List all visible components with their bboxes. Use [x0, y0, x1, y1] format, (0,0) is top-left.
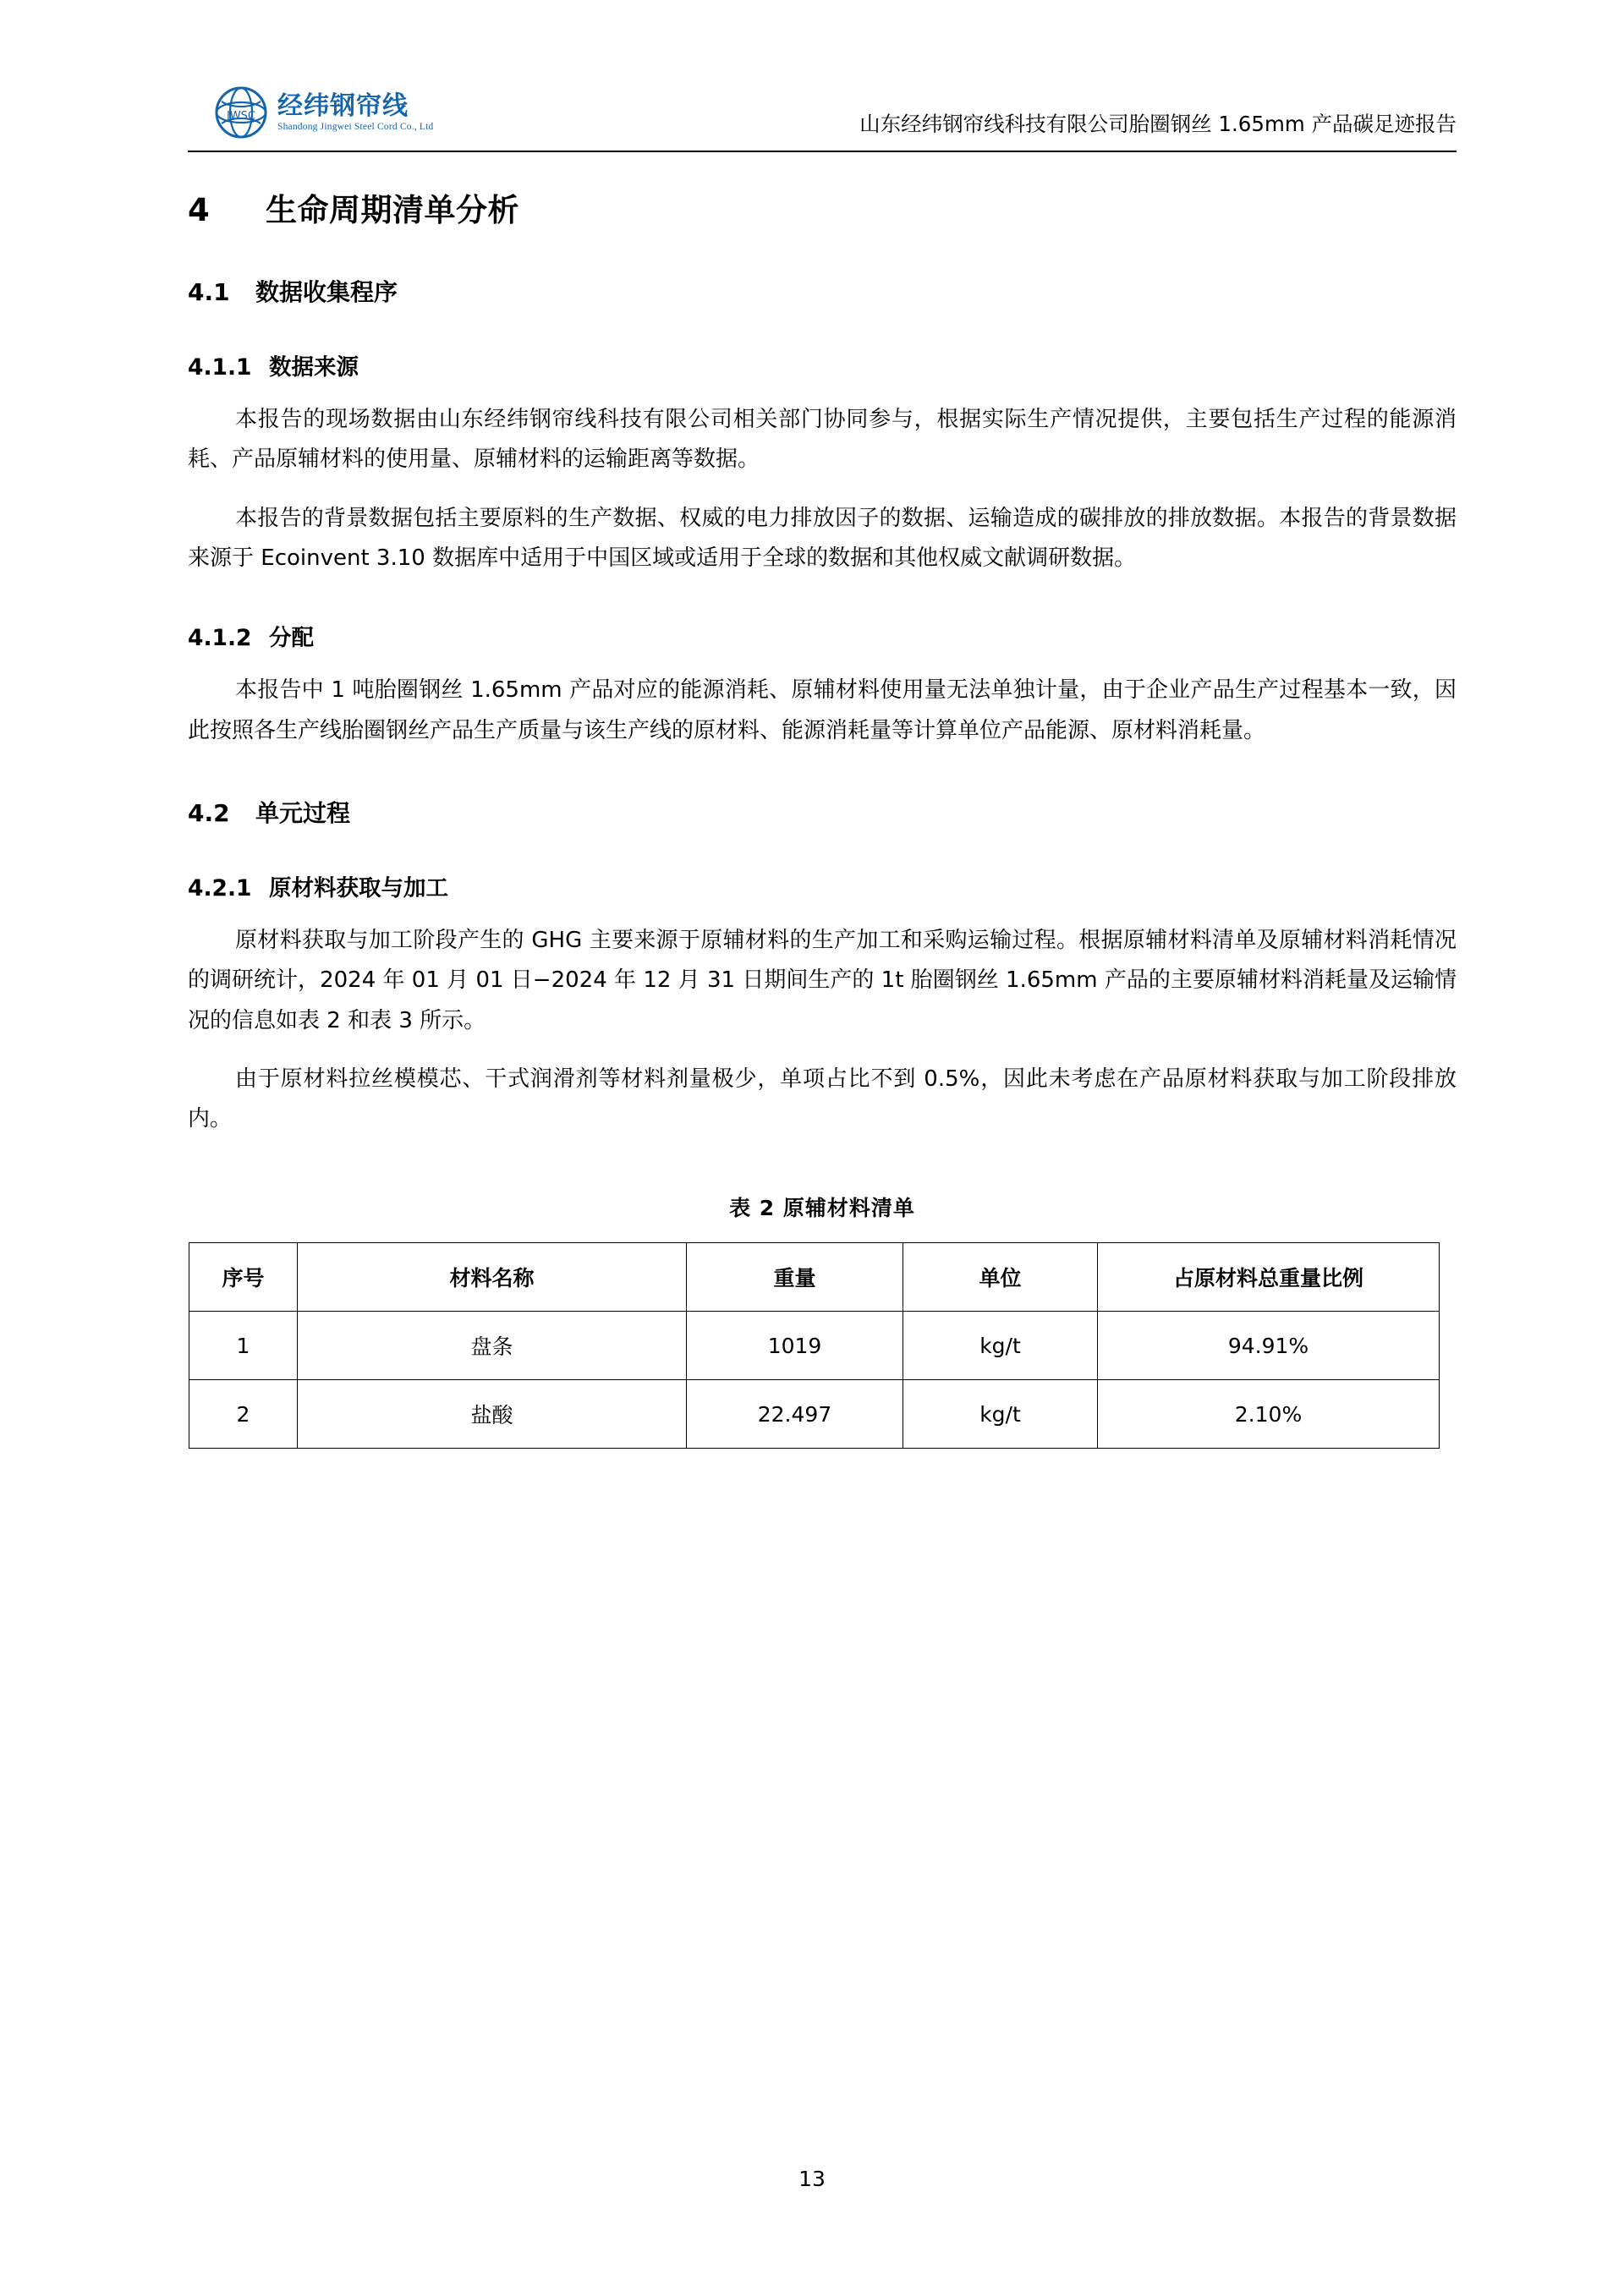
heading-4-2-title: 单元过程	[255, 798, 351, 827]
heading-4-2-number: 4.2	[188, 798, 230, 827]
cell-weight: 1019	[687, 1312, 903, 1380]
page-content	[188, 0, 1457, 1449]
table-row	[189, 1380, 1440, 1449]
company-logo	[213, 85, 433, 140]
heading-4	[188, 184, 1457, 230]
column-header-weight: 重量	[687, 1243, 903, 1312]
heading-4-1-1-number: 4.1.1	[188, 354, 252, 381]
cell-unit: kg/t	[903, 1312, 1098, 1380]
logo-chinese-name: 经纬钢帘线	[277, 90, 409, 121]
heading-4-1-1	[188, 348, 1457, 381]
cell-share: 94.91%	[1098, 1312, 1440, 1380]
header-divider	[188, 151, 1457, 152]
heading-4-1-2	[188, 619, 1457, 652]
column-header-unit: 单位	[903, 1243, 1098, 1312]
heading-4-2-1-number: 4.2.1	[188, 874, 252, 901]
column-header-share: 占原材料总重量比例	[1098, 1243, 1440, 1312]
heading-4-1-1-title: 数据来源	[269, 354, 359, 381]
table-header-row	[189, 1243, 1440, 1312]
cell-weight: 22.497	[687, 1380, 903, 1449]
heading-4-1-2-title: 分配	[269, 625, 314, 652]
column-header-index: 序号	[189, 1243, 298, 1312]
heading-4-1	[188, 274, 1457, 308]
cell-share: 2.10%	[1098, 1380, 1440, 1449]
logo-wordmark	[277, 90, 434, 133]
page-header	[188, 0, 1457, 152]
heading-4-1-number: 4.1	[188, 278, 230, 306]
cell-index: 1	[189, 1312, 298, 1380]
paragraph-data-source-2: 本报告的背景数据包括主要原料的生产数据、权威的电力排放因子的数据、运输造成的碳排放的排放数据。本报告的背景数据来源于 Ecoinvent 3.10 数据库中适用于中国区域或适用于全球的数据和其他权威文献调研数据。	[188, 505, 1457, 571]
table-2-caption: 表 2 原辅材料清单	[729, 1196, 915, 1221]
heading-4-1-title: 数据收集程序	[255, 278, 398, 306]
cell-unit: kg/t	[903, 1380, 1098, 1449]
heading-4-1-2-number: 4.1.2	[188, 625, 252, 652]
cell-material-name: 盐酸	[298, 1380, 687, 1449]
heading-4-2-1	[188, 869, 1457, 902]
paragraph-raw-material-1: 原材料获取与加工阶段产生的 GHG 主要来源于原辅材料的生产加工和采购运输过程。根据原辅材料清单及原辅材料消耗情况的调研统计，2024 年 01 月 01 日−2024 年 12 月 31 日期间生产的 1t 胎圈钢丝 1.65mm 产品的主要原辅材料消耗量及运输情况的信息如表 2 和表 3 所示。	[188, 927, 1457, 1033]
paragraph-data-source-1: 本报告的现场数据由山东经纬钢帘线科技有限公司相关部门协同参与，根据实际生产情况提供，主要包括生产过程的能源消耗、产品原辅材料的使用量、原辅材料的运输距离等数据。	[188, 407, 1457, 473]
document-body	[188, 184, 1457, 1449]
paragraph-allocation: 本报告中 1 吨胎圈钢丝 1.65mm 产品对应的能源消耗、原辅材料使用量无法单独计量，由于企业产品生产过程基本一致，因此按照各生产线胎圈钢丝产品生产质量与该生产线的原材料、能源消耗量等计算单位产品能源、原材料消耗量。	[188, 677, 1457, 743]
svg-text:JWSC: JWSC	[226, 110, 256, 123]
heading-4-2-1-title: 原材料获取与加工	[269, 874, 448, 901]
header-report-title: 山东经纬钢帘线科技有限公司胎圈钢丝 1.65mm 产品碳足迹报告	[859, 112, 1457, 136]
heading-4-title: 生命周期清单分析	[266, 192, 519, 228]
heading-4-2	[188, 795, 1457, 829]
table-2-material-list	[189, 1242, 1440, 1449]
globe-logo-icon	[213, 85, 269, 140]
table-row	[189, 1312, 1440, 1380]
cell-material-name: 盘条	[298, 1312, 687, 1380]
column-header-material-name: 材料名称	[298, 1243, 687, 1312]
heading-4-number: 4	[188, 192, 211, 228]
cell-index: 2	[189, 1380, 298, 1449]
paragraph-raw-material-2: 由于原材料拉丝模模芯、干式润滑剂等材料剂量极少，单项占比不到 0.5%，因此未考虑在产品原材料获取与加工阶段排放内。	[188, 1066, 1457, 1132]
page-number: 13	[798, 2167, 826, 2191]
logo-english-name: Shandong Jingwei Steel Cord Co., Ltd	[277, 122, 434, 133]
